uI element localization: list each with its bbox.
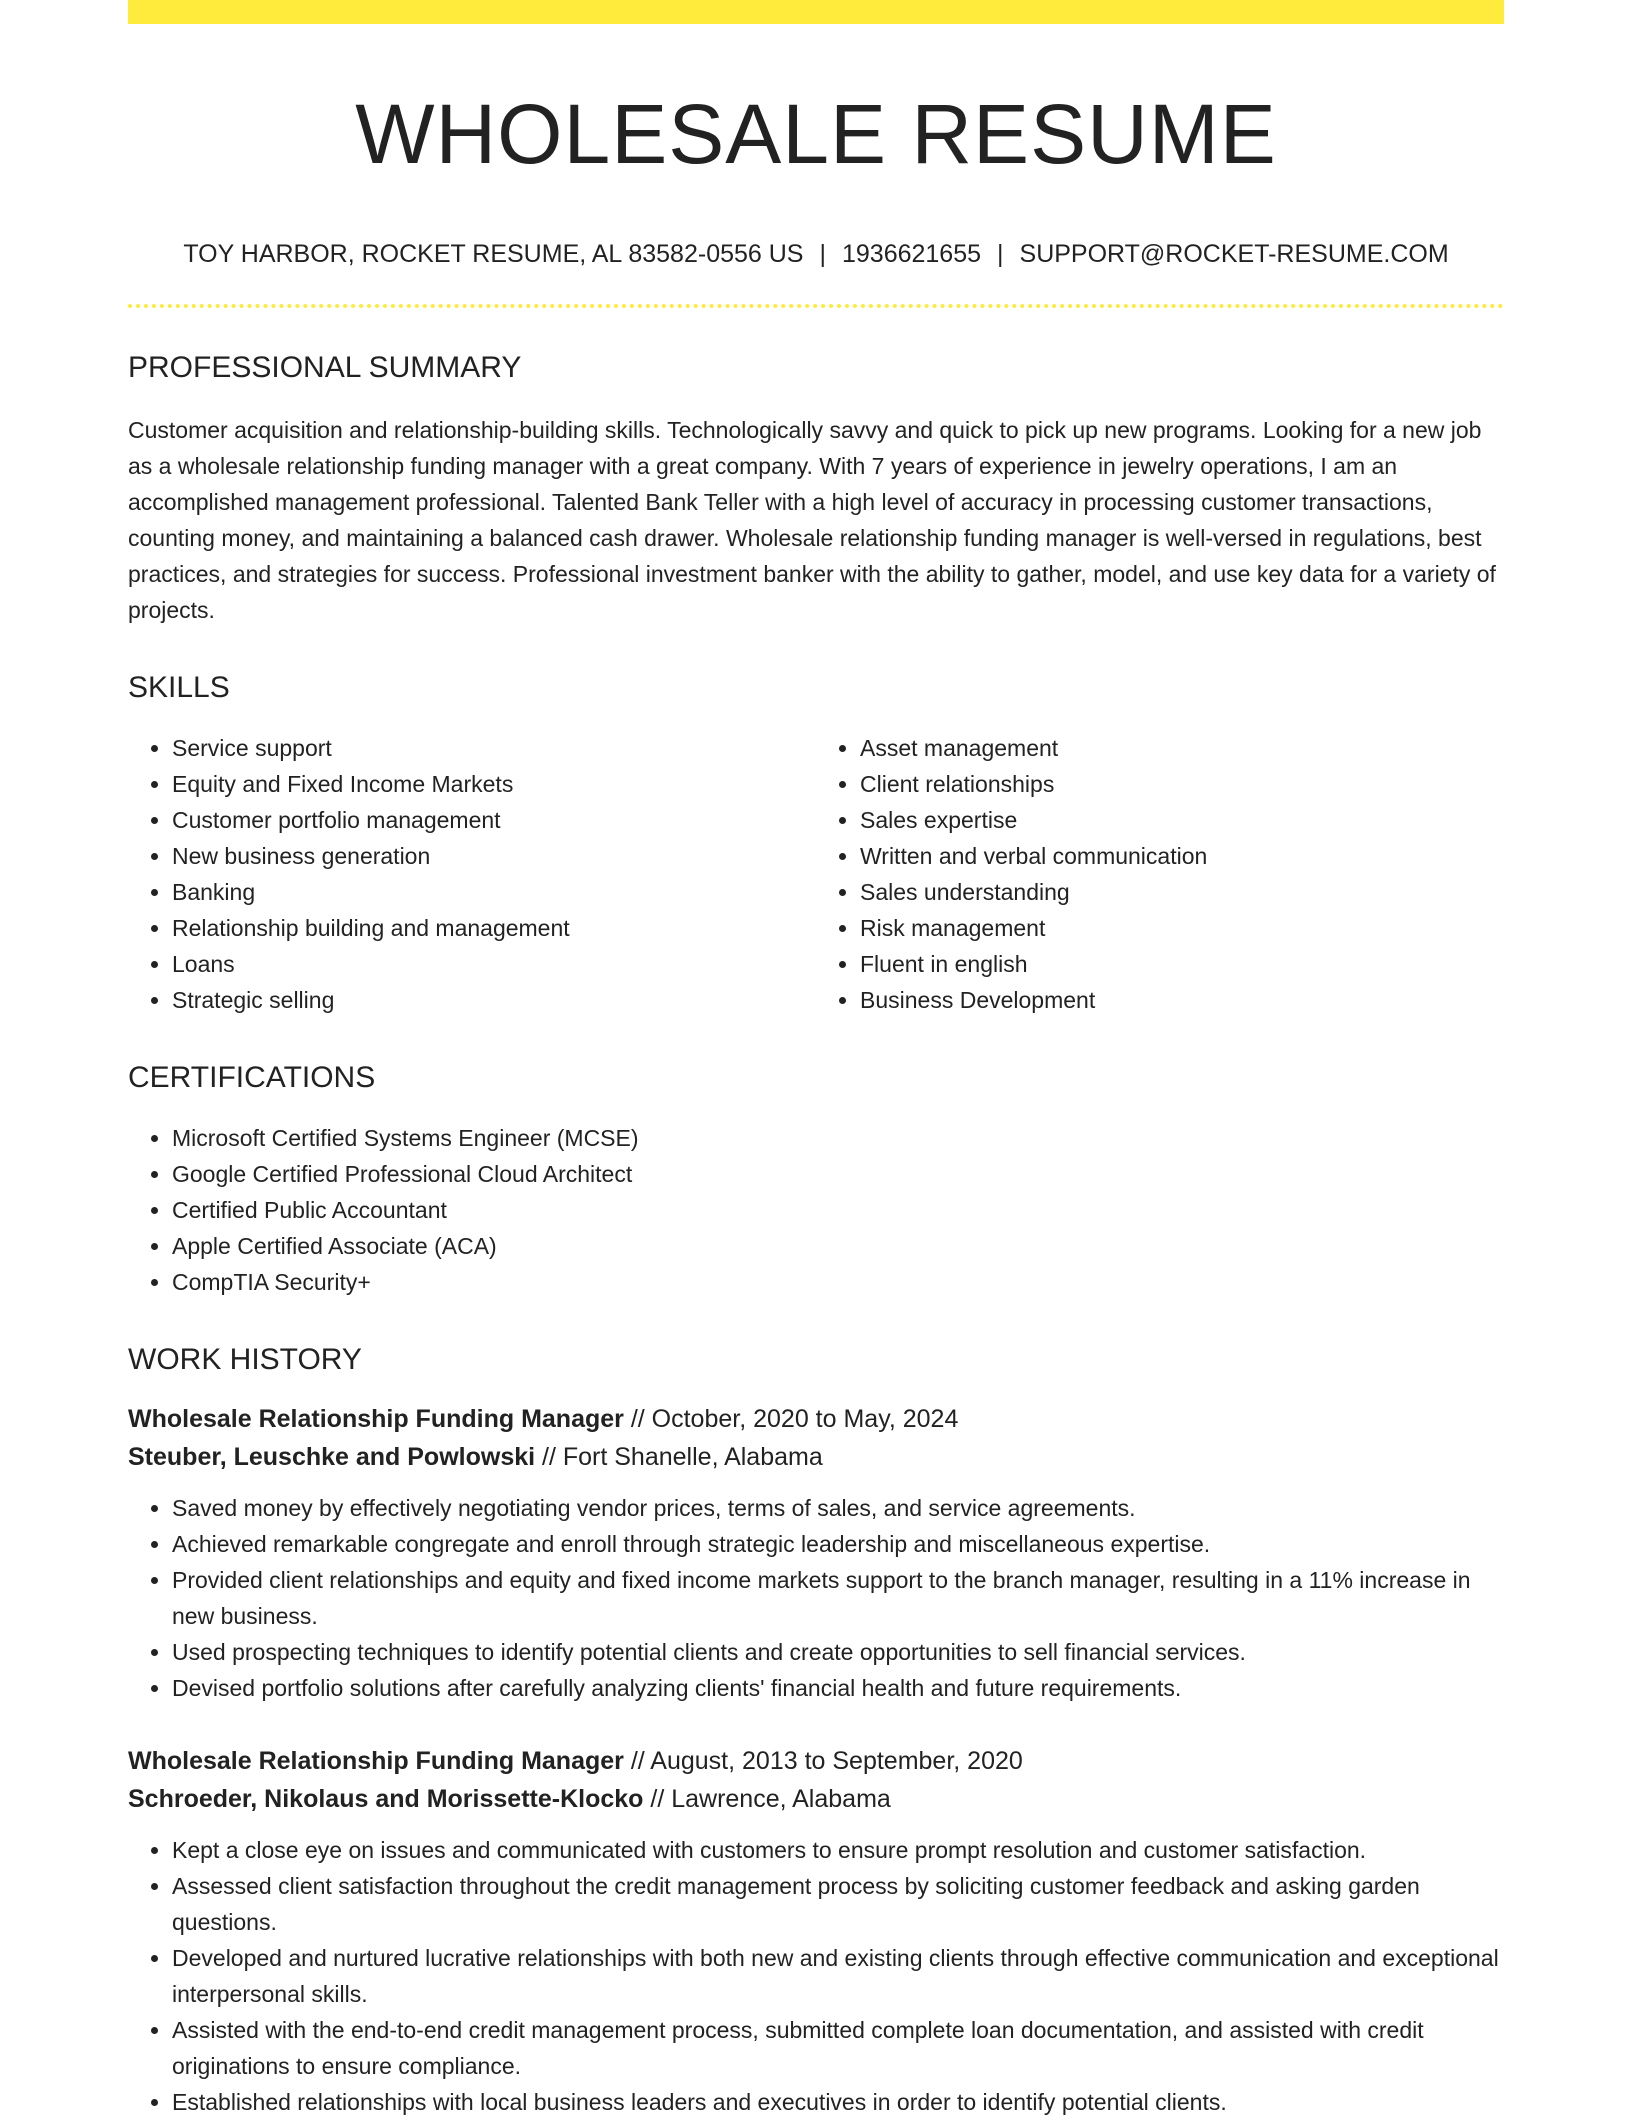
job-bullet: • Devised portfolio solutions after carefully analyzing clients' financial health and future requirements. xyxy=(172,1670,1504,1706)
job-company-line xyxy=(128,1438,1504,1476)
skill-item: • Relationship building and management xyxy=(172,910,816,946)
job-title: Wholesale Relationship Funding Manager xyxy=(128,1405,624,1433)
certification-item: • CompTIA Security+ xyxy=(172,1264,1504,1300)
job-bullet: • Saved money by effectively negotiating vendor prices, terms of sales, and service agreements. xyxy=(172,1490,1504,1526)
resume-title: WHOLESALE RESUME xyxy=(355,87,1277,181)
job-title-line xyxy=(128,1742,1504,1780)
skill-item: • Service support xyxy=(172,730,816,766)
certification-item: • Apple Certified Associate (ACA) xyxy=(172,1228,1504,1264)
skill-item: • Asset management xyxy=(860,730,1504,766)
job-bullet: • Used prospecting techniques to identify potential clients and create opportunities to sell financial services. xyxy=(172,1634,1504,1670)
certification-item: • Microsoft Certified Systems Engineer (MCSE) xyxy=(172,1120,1504,1156)
skills-heading: SKILLS xyxy=(128,671,230,704)
skills-list-left xyxy=(128,730,816,1018)
contact-separator: | xyxy=(997,240,1004,268)
certifications-list xyxy=(128,1120,1504,1300)
job-bullets xyxy=(128,1832,1504,2120)
skill-item: • Written and verbal communication xyxy=(860,838,1504,874)
certification-item: • Certified Public Accountant xyxy=(172,1192,1504,1228)
skill-item: • Sales understanding xyxy=(860,874,1504,910)
skill-item: • Fluent in english xyxy=(860,946,1504,982)
job-entry xyxy=(128,1400,1504,1706)
skill-item: • New business generation xyxy=(172,838,816,874)
job-bullet: • Provided client relationships and equity and fixed income markets support to the branch manager, resulting in a 11% increase in new business. xyxy=(172,1562,1504,1634)
job-dates: // October, 2020 to May, 2024 xyxy=(630,1405,959,1433)
skill-item: • Strategic selling xyxy=(172,982,816,1018)
skill-item: • Equity and Fixed Income Markets xyxy=(172,766,816,802)
work-history-heading: WORK HISTORY xyxy=(128,1343,362,1376)
skill-item: • Banking xyxy=(172,874,816,910)
job-bullet: • Kept a close eye on issues and communicated with customers to ensure prompt resolution and customer satisfaction. xyxy=(172,1832,1504,1868)
certification-item: • Google Certified Professional Cloud Architect xyxy=(172,1156,1504,1192)
skill-item: • Loans xyxy=(172,946,816,982)
skills-list-right xyxy=(816,730,1504,1018)
job-company: Schroeder, Nikolaus and Morissette-Klocko xyxy=(128,1785,644,1813)
contact-email: SUPPORT@ROCKET-RESUME.COM xyxy=(1019,240,1449,268)
job-dates: // August, 2013 to September, 2020 xyxy=(630,1747,1023,1775)
job-bullet: • Developed and nurtured lucrative relationships with both new and existing clients through effective communication and exceptional interpersonal skills. xyxy=(172,1940,1504,2012)
job-bullet: • Assessed client satisfaction throughout the credit management process by soliciting customer feedback and asking garden questions. xyxy=(172,1868,1504,1940)
skill-item: • Sales expertise xyxy=(860,802,1504,838)
skill-item: • Client relationships xyxy=(860,766,1504,802)
job-bullet: • Assisted with the end-to-end credit management process, submitted complete loan documentation, and assisted with credit originations to ensure compliance. xyxy=(172,2012,1504,2084)
skill-item: • Customer portfolio management xyxy=(172,802,816,838)
skill-item: • Risk management xyxy=(860,910,1504,946)
contact-phone: 1936621655 xyxy=(841,240,982,268)
contact-address: TOY HARBOR, ROCKET RESUME, AL 83582-0556 US xyxy=(183,240,804,268)
dotted-divider xyxy=(128,304,1504,308)
job-company-line xyxy=(128,1780,1504,1818)
job-location: // Fort Shanelle, Alabama xyxy=(542,1443,823,1471)
skills-grid xyxy=(128,730,1504,1018)
contact-separator: | xyxy=(819,240,826,268)
job-title: Wholesale Relationship Funding Manager xyxy=(128,1747,624,1775)
accent-top-bar xyxy=(128,0,1504,24)
job-bullets xyxy=(128,1490,1504,1706)
skill-item: • Business Development xyxy=(860,982,1504,1018)
job-bullet: • Achieved remarkable congregate and enroll through strategic leadership and miscellaneous expertise. xyxy=(172,1526,1504,1562)
job-entry xyxy=(128,1742,1504,2120)
summary-heading: PROFESSIONAL SUMMARY xyxy=(128,351,522,384)
job-title-line xyxy=(128,1400,1504,1438)
job-company: Steuber, Leuschke and Powlowski xyxy=(128,1443,536,1471)
job-location: // Lawrence, Alabama xyxy=(650,1785,891,1813)
summary-text: Customer acquisition and relationship-building skills. Technologically savvy and quick to pick up new programs. Looking for a new job as a wholesale relationship funding manager with a great company. With 7 years of experience in jewelry operations, I am an accomplished management professional. Talented Bank Teller with a high level of accuracy in processing customer transactions, counting money, and maintaining a balanced cash drawer. Wholesale relationship funding manager is well-versed in regulations, best practices, and strategies for success. Professional investment banker with the ability to gather, model, and use key data for a variety of projects. xyxy=(128,417,1496,623)
certifications-heading: CERTIFICATIONS xyxy=(128,1061,376,1094)
contact-line xyxy=(128,238,1504,270)
resume-page xyxy=(128,0,1504,2120)
job-bullet: • Established relationships with local business leaders and executives in order to identify potential clients. xyxy=(172,2084,1504,2120)
